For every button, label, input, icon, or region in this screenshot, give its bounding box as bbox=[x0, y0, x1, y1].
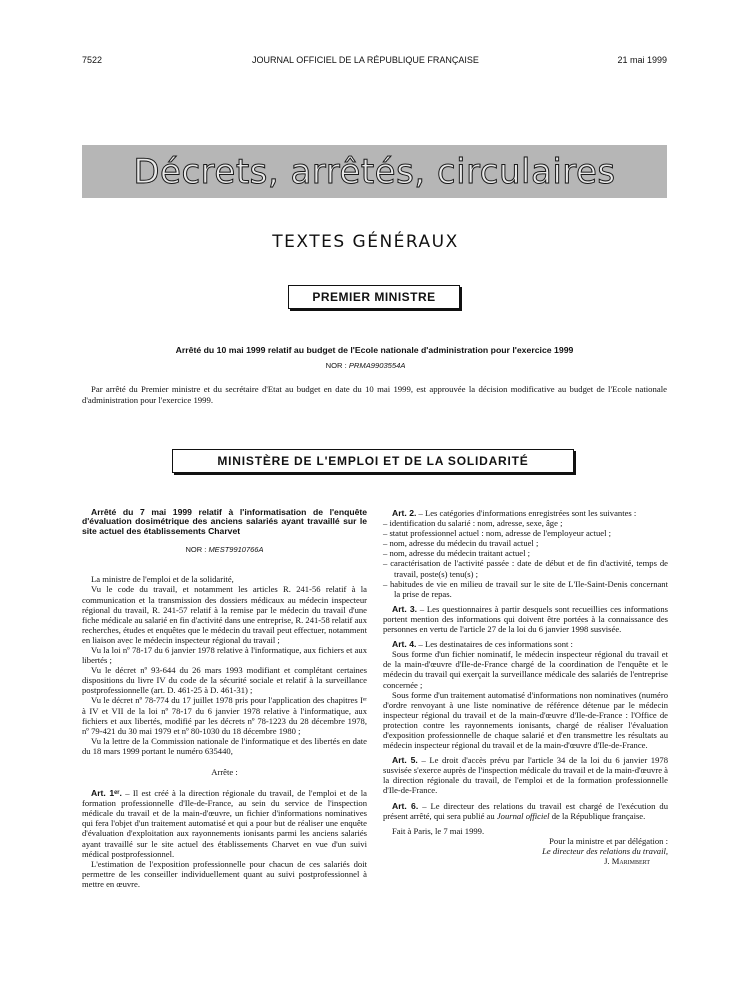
intro-paragraph: Vu le décret nº 78-774 du 17 juillet 1978 pris pour l'application des chapitres Iᵉʳ à IV et VII de la loi nº 78-17 du 6 janvier 1978 relative à l'informatique, aux fichiers et aux libertés, modifié par les décrets nº 78-1223 du 28 décembre 1978, nº 79-421 du 30 mai 1979 et nº 80-1030 du 18 décembre 1980 ; bbox=[82, 695, 367, 736]
list-item: – caractérisation de l'activité passée : date de début et de fin d'activité, temps de travail, poste(s) tenu(s) ; bbox=[383, 558, 668, 579]
article-label: Art. 6. bbox=[392, 800, 419, 811]
ministry-box-premier-ministre: PREMIER MINISTRE bbox=[288, 285, 460, 309]
article-2: Art. 2. – Les catégories d'informations enregistrées sont les suivantes : bbox=[392, 508, 637, 518]
ministry-box-emploi: MINISTÈRE DE L'EMPLOI ET DE LA SOLIDARITÉ bbox=[172, 449, 574, 473]
journal-title: JOURNAL OFFICIEL DE LA RÉPUBLIQUE FRANÇAISE bbox=[252, 55, 479, 65]
article-4-paragraph: Sous forme d'un traitement automatisé d'informations non nominatives (numéro d'ordre renvoyant à une liste nominative de référence détenue par le médecin inspecteur régional du travail et de la main-d'œuvre d'Ile-de-France : l'Office de protection contre les rayonnements ionisants, chargé de réaliser l'évaluation d'exposition professionnelle de chaque salarié et d'en transmettre les résultats au médecin inspecteur régional du travail et de la main-d'œuvre d'Ile-de-France. bbox=[383, 689, 668, 751]
running-header bbox=[0, 55, 731, 69]
section-banner bbox=[82, 145, 667, 198]
decree1-nor bbox=[0, 361, 731, 370]
article-1-paragraph: L'estimation de l'exposition professionnelle pour chacun de ces salariés doit permettre de les conseiller individuellement quant au suivi postprofessionnel à mettre en œuvre. bbox=[82, 858, 367, 889]
nor-label: NOR : bbox=[185, 545, 207, 555]
nor-code: MEST9910766A bbox=[208, 545, 264, 555]
arrete-heading: Arrête : bbox=[211, 767, 238, 777]
article-label: Art. 4. bbox=[392, 639, 417, 650]
intro-paragraph: Vu le décret nº 93-644 du 26 mars 1993 modifiant et complétant certaines dispositions du livre IV du code de la sécurité sociale et relatif à la surveillance postprofessionnelle (art. D. 461-25 à D. 461-31) ; bbox=[82, 665, 367, 696]
signature-title: Le directeur des relations du travail, bbox=[542, 845, 668, 856]
intro-paragraph: La ministre de l'emploi et de la solidarité, bbox=[91, 574, 234, 585]
list-item: – nom, adresse du médecin traitant actuel ; bbox=[383, 548, 530, 559]
banner-title: Décrets, arrêtés, circulaires bbox=[133, 151, 616, 192]
intro-paragraph: Vu le code du travail, et notamment les articles R. 241-56 relatif à la communication et la transmission des dossiers médicaux au médecin inspecteur régional du travail, R. 241-57 relatif à la remise par le médecin du travail d'une fiche médicale au salarié en fin d'activité dans une entreprise, R. 241-58 relatif aux recherches, études et enquêtes que le médecin du travail peut effectuer, notamment en liaison avec le médecin inspecteur régional du travail ; bbox=[82, 584, 367, 645]
journal-officiel-ref: Journal officiel bbox=[496, 810, 550, 821]
article-label: Art. 1ᵉʳ. bbox=[91, 788, 122, 799]
decree1-body: Par arrêté du Premier ministre et du secrétaire d'Etat au budget en date du 10 mai 1999, est approuvée la décision modificative au budget de l'Ecole nationale d'administration pour l'exercice 1999. bbox=[82, 384, 667, 405]
intro-paragraph: Vu la lettre de la Commission nationale de l'informatique et des libertés en date du 18 mars 1999 portant le numéro 635440, bbox=[82, 735, 367, 756]
section-title: TEXTES GÉNÉRAUX bbox=[272, 232, 459, 252]
article-label: Art. 3. bbox=[392, 603, 418, 614]
article-label: Art. 2. bbox=[392, 508, 417, 518]
signature-delegation: Pour la ministre et par délégation : bbox=[549, 835, 668, 846]
nor-label: NOR : bbox=[325, 361, 347, 370]
decree2-nor bbox=[82, 545, 367, 555]
page-number: 7522 bbox=[82, 55, 103, 65]
article-label: Art. 5. bbox=[392, 755, 418, 766]
list-item: – nom, adresse du médecin du travail actuel ; bbox=[383, 538, 539, 549]
list-item: – identification du salarié : nom, adresse, sexe, âge ; bbox=[383, 518, 563, 529]
article-5: Art. 5. – Le droit d'accès prévu par l'article 34 de la loi du 6 janvier 1978 susvisée s'exerce auprès de l'inspection médicale du travail et de la main-d'œuvre à la direction régionale du travail, de l'emploi et de la formation professionnelle d'Ile-de-France. bbox=[383, 755, 668, 796]
article-3: Art. 3. – Les questionnaires à partir desquels sont recueillies ces informations portent mention des informations qui doivent être portées à la connaissance des personnes en vertu de l'article 27 de la loi du 6 janvier 1998 susvisée. bbox=[383, 603, 668, 635]
nor-code: PRMA9903554A bbox=[348, 361, 406, 370]
article-4: Art. 4. – Les destinataires de ces informations sont : bbox=[392, 639, 573, 650]
information-categories-list bbox=[383, 518, 668, 599]
article-4-paragraph: Sous forme d'un fichier nominatif, le médecin inspecteur régional du travail et de la main-d'œuvre d'Ile-de-France chargé de la coordination de l'enquête et le médecin du travail qui exerçait la surveillance médicale des salariés de l'entreprise concernée ; bbox=[383, 649, 668, 690]
signature-name: J. Marimbert bbox=[604, 856, 650, 866]
right-column bbox=[383, 508, 668, 866]
issue-date: 21 mai 1999 bbox=[617, 55, 667, 65]
article-1: Art. 1ᵉʳ. – Il est créé à la direction régionale du travail, de l'emploi et de la formation professionnelle d'Ile-de-France, au sein du service de l'inspection médicale du travail et de la main-d'œuvre, un fichier d'informations nominatives qui fera l'objet d'un traitement automatisé et qui a pour but de réaliser une enquête d'évaluation d'exploitation aux rayonnements ionisants parmi les anciens salariés ayant travaillé sur le site actuel des établissements Charvet en vue d'un suivi médical postprofessionnel. bbox=[82, 788, 367, 859]
list-item: – habitudes de vie en milieu de travail sur le site de L'Ile-Saint-Denis concernant la prise de repas. bbox=[383, 578, 668, 599]
decree2-title: Arrêté du 7 mai 1999 relatif à l'informatisation de l'enquête d'évaluation dosimétrique des anciens salariés ayant travaillé sur le site actuel des établissements Charvet bbox=[82, 507, 367, 536]
done-at: Fait à Paris, le 7 mai 1999. bbox=[392, 825, 485, 836]
left-column bbox=[82, 508, 367, 889]
article-6: Art. 6. – Le directeur des relations du travail est chargé de l'exécution du présent arrêté, qui sera publié au Journal officiel de la République française. bbox=[383, 800, 668, 821]
list-item: – statut professionnel actuel : nom, adresse de l'employeur actuel ; bbox=[383, 528, 612, 539]
intro-paragraph: Vu la loi nº 78-17 du 6 janvier 1978 relative à l'informatique, aux fichiers et aux libertés ; bbox=[82, 644, 367, 666]
decree1-title: Arrêté du 10 mai 1999 relatif au budget de l'Ecole nationale d'administration pour l'exercice 1999 bbox=[175, 345, 574, 355]
